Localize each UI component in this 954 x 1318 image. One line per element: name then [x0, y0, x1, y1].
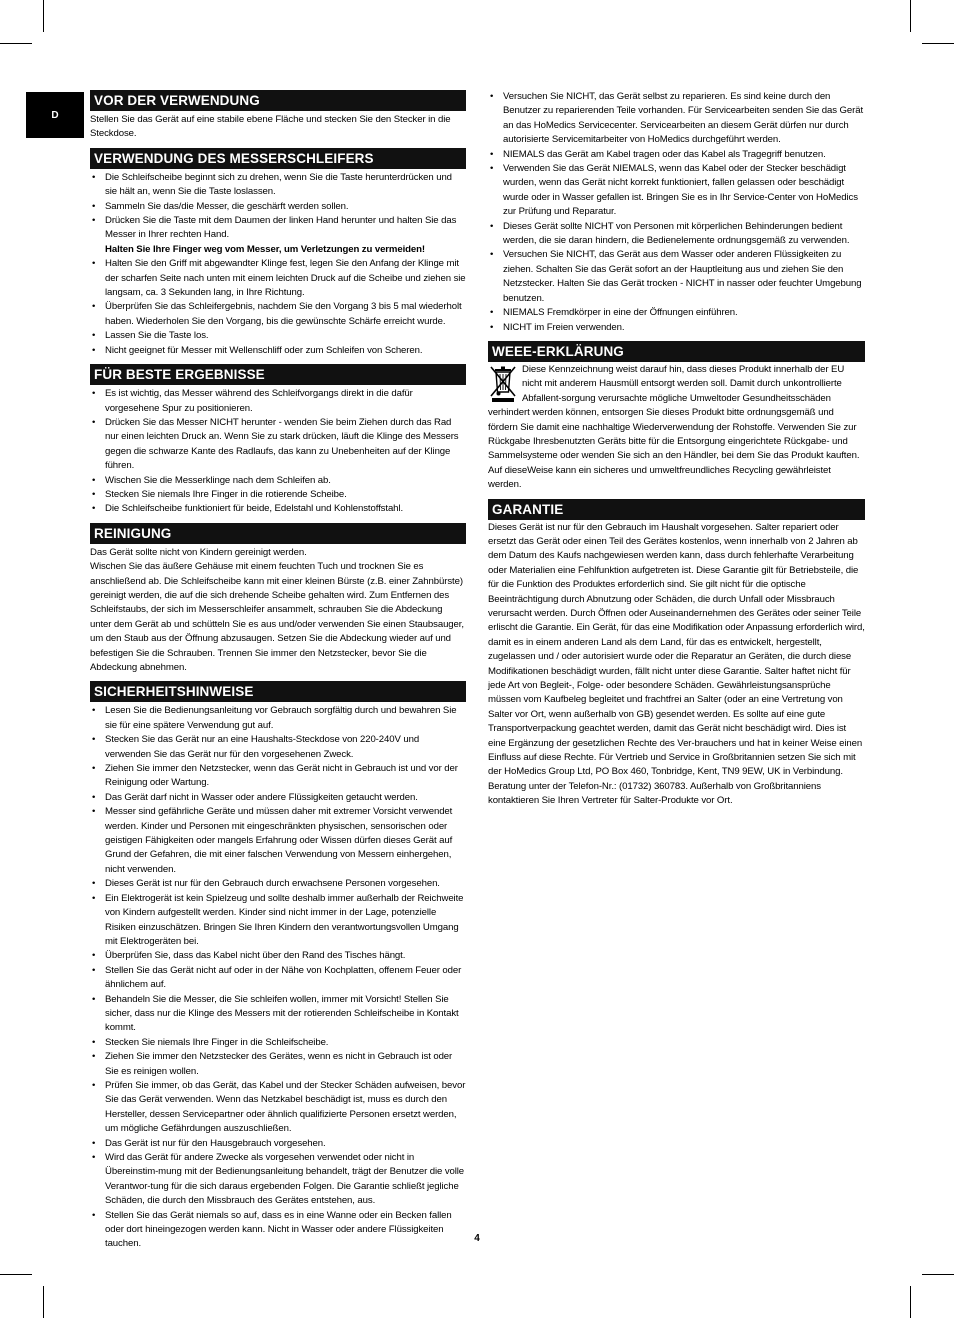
list-item: • NIEMALS Fremdkörper in eine der Öffnungen einführen. — [488, 306, 865, 320]
paragraph: Dieses Gerät ist nur für den Gebrauch im Haushalt vorgesehen. Salter repariert oder ersetzt das Gerät oder einen Teil des Gerätes kostenlos, wenn innerhalb von 2 Jahren ab dem Datum des Kaufs nachgewiesen werden kann, dass durch fehlerhafte Verarbeitung oder Materialien eine Fehlfunktion aufgetreten ist. Diese Garantie gilt für Betriebsteile, die für die Funktion des Produktes erforderlich sind. Sie gilt nicht für die optische Beeinträchtigung durch Abnutzung oder Schäden, die durch Unfall oder Missbrauch verursacht werden. Durch Öffnen oder Auseinandernehmen des Gerätes oder seiner Teile erlischt die Garantie. Ein Gerät, für das eine Modifikation oder Anpassung erforderlich wird, damit es in einem anderen Land als dem Land, für das es entwickelt, hergestellt, zugelassen und / oder autorisiert wurde oder die Reparatur an Geräten, die durch diese Modifikationen beschädigt wurden, fällt nicht unter diese Garantie. Salter haftet nicht für jede Art von Begleit-, Folge- oder besondere Schäden. Gewährleistungsansprüche müssen vom Kaufbeleg begleitet und frachtfrei an Salter (oder an eine Vertretung von Salter vor Ort, wenn außerhalb von GB) gesendet werden. Es sollte auf eine gute Transportverpackung geachtet werden, damit das Gerät nicht beschädigt wird. Dies ist eine Ergänzung der gesetzlichen Rechte des Ver-brauchers und hat in keiner Weise einen Einfluss auf diese Rechte. Für Vertrieb und Service in Großbritannien setzen Sie sich mit der HoMedics Group Ltd, PO Box 460, Tonbridge, Kent, TN9 9EW, UK in Verbindung. Beratung unter der Telefon-Nr.: (01732) 360783. Außerhalb von Großbritanniens kontaktieren Sie Ihren Vertreter für Salter-Produkte vor Ort. — [488, 521, 865, 807]
crossed-out-wheelie-bin-icon — [488, 365, 518, 403]
list-item: • Stecken Sie das Gerät nur an eine Haushalts-Steckdose von 220-240V und verwenden Sie das Gerät nur für den vorgesehenen Zweck. — [90, 733, 466, 762]
section-fuer-beste-ergebnisse — [90, 364, 466, 517]
bullet-list — [90, 257, 466, 358]
list-item: • Versuchen Sie NICHT, das Gerät aus dem Wasser oder anderen Flüssigkeiten zu ziehen. Schalten Sie das Gerät sofort an der Hauptleitung aus und ziehen Sie den Netzstecker. Halten Sie das Gerät trocken - NICHT in nasser oder feuchter Umgebung benutzen. — [488, 248, 865, 306]
list-item: • Die Schleifscheibe beginnt sich zu drehen, wenn Sie die Taste herunterdrücken und sie hält an, wenn Sie die Taste loslassen. — [90, 171, 466, 200]
list-item: • Nicht geeignet für Messer mit Wellenschliff oder zum Schleifen von Scheren. — [90, 344, 466, 358]
list-item: • NIEMALS das Gerät am Kabel tragen oder das Kabel als Tragegriff benutzen. — [488, 148, 865, 162]
list-item: • Stellen Sie das Gerät niemals so auf, dass es in eine Wanne oder ein Becken fallen oder dort hineingezogen werden kann. Nicht in Wasser oder andere Flüssigkeiten tauchen. — [90, 1209, 466, 1252]
section-weee — [488, 341, 865, 493]
list-item: • Das Gerät ist nur für den Hausgebrauch vorgesehen. — [90, 1137, 466, 1151]
warning-text: Halten Sie Ihre Finger weg vom Messer, um Verletzungen zu vermeiden! — [105, 243, 426, 255]
list-item: • Ziehen Sie immer den Netzstecker des Gerätes, wenn es nicht in Gebrauch ist oder Sie es reinigen wollen. — [90, 1050, 466, 1079]
section-garantie — [488, 499, 865, 809]
list-item: • Halten Sie den Griff mit abgewandter Klinge fest, legen Sie den Anfang der Klinge mit der scharfen Seite nach unten mit einem leichten Druck auf die Scheibe und ziehen sie langsam, ca. 3 Sekunden lang, in Ihre Richtung. — [90, 257, 466, 300]
crop-mark — [43, 1286, 44, 1318]
list-item: • Stecken Sie niemals Ihre Finger in die Schleifscheibe. — [90, 1036, 466, 1050]
bullet-list — [90, 387, 466, 517]
list-item: • NICHT im Freien verwenden. — [488, 321, 865, 335]
paragraph: Diese Kennzeichnung weist darauf hin, dass dieses Produkt innerhalb der EU nicht mit anderem Hausmüll entsorgt werden soll. Damit durch unkontrollierte Abfallent-sorgung verursachte mögliche Umweltoder Gesundheitsschäden verhindert werden können, entsorgen Sie dieses Produkt bitte ordnungsgemäß und fördern Sie damit eine nachhaltige Wiederverwendung der Rohstoffe. Verwenden Sie zur Rückgabe Ihresbenutzten Geräts bitte für die Entsorgung eingerichtete Rückgabe- und Sammelsysteme oder wenden Sie sich an den Händler, bei dem Sie das Produkt kauften. Auf dieseWeise kann ein sicheres und umweltfreundliches Recycling gewährleistet werden. — [488, 363, 860, 491]
language-tab: D — [26, 92, 84, 138]
bullet-list — [90, 171, 466, 243]
list-item: • Die Schleifscheibe funktioniert für beide, Edelstahl und Kohlenstoffstahl. — [90, 502, 466, 516]
paragraph: Das Gerät sollte nicht von Kindern gereinigt werden. — [90, 546, 307, 558]
list-item: • Ein Elektrogerät ist kein Spielzeug und sollte deshalb immer außerhalb der Reichweite von Kindern aufgestellt werden. Kinder sind nicht immer in der Lage, potenzielle Risiken einzuschätzen. Bringen Sie Ihren Kindern den verantwortungsvollen Umgang mit Elektrogeräten bei. — [90, 892, 466, 950]
list-item: • Drücken Sie das Messer NICHT herunter - wenden Sie beim Ziehen durch das Rad nur einen leichten Druck an. Wenn Sie zu stark drücken, läuft die Klinge des Messers gegen die schwarze Kante des Radlaufs, das kann zu Unebenheiten auf der Klinge führen. — [90, 416, 466, 474]
bullet-list — [488, 90, 865, 335]
list-item: • Es ist wichtig, das Messer während des Schleifvorgangs direkt in die dafür vorgesehene Spur zu positionieren. — [90, 387, 466, 416]
list-item: • Wird das Gerät für andere Zwecke als vorgesehen verwendet oder nicht in Übereinstim-mung mit der Bedienungsanleitung behandelt, trägt der Benutzer die volle Verantwor-tung für die sich daraus ergebenden Folgen. Die Garantie schließt jegliche Schäden, die durch den Missbrauch des Gerätes entstehen, aus. — [90, 1151, 466, 1209]
section-vor-der-verwendung — [90, 90, 466, 142]
list-item: • Messer sind gefährliche Geräte und müssen daher mit extremer Vorsicht verwendet werden. Kinder und Personen mit eingeschränkten physischen, sensorischen oder geistigen Fähigkeiten oder mangels Erfahrung oder Wissen dürfen dieses Gerät auf Grund der Gefahren, die mit einer falschen Verwendung von Messern einhergehen, nicht verwenden. — [90, 805, 466, 877]
page-number: 4 — [474, 1233, 480, 1244]
list-item: • Überprüfen Sie das Schleifergebnis, nachdem Sie den Vorgang 3 bis 5 mal wiederholt haben. Wiederholen Sie den Vorgang, bis die gewünschte Schärfe erreicht wurde. — [90, 300, 466, 329]
crop-mark — [910, 0, 911, 32]
list-item: • Drücken Sie die Taste mit dem Daumen der linken Hand herunter und halten Sie das Messer in Ihrer rechten Hand. — [90, 214, 466, 243]
section-reinigung — [90, 523, 466, 676]
crop-mark — [0, 43, 32, 44]
list-item: • Überprüfen Sie, dass das Kabel nicht über den Rand des Tisches hängt. — [90, 949, 466, 963]
section-heading: REINIGUNG — [90, 523, 466, 544]
list-item: • Dieses Gerät sollte NICHT von Personen mit körperlichen Behinderungen bedient werden, die sie daran hindern, die Bedienelemente ordnungsgemäß zu verwenden. — [488, 220, 865, 249]
section-heading: GARANTIE — [488, 499, 865, 520]
list-item: • Ziehen Sie immer den Netzstecker, wenn das Gerät nicht in Gebrauch ist und vor der Reinigung oder Wartung. — [90, 762, 466, 791]
list-item: • Wischen Sie die Messerklinge nach dem Schleifen ab. — [90, 474, 466, 488]
list-item: • Stecken Sie niemals Ihre Finger in die rotierende Scheibe. — [90, 488, 466, 502]
crop-mark — [0, 1274, 32, 1275]
section-heading: VERWENDUNG DES MESSERSCHLEIFERS — [90, 148, 466, 169]
section-sicherheitshinweise — [90, 681, 466, 1251]
crop-mark — [922, 43, 954, 44]
paragraph: Wischen Sie das äußere Gehäuse mit einem feuchten Tuch und trocknen Sie es anschließend ab. Die Schleifscheibe kann mit einer kleinen Bürste (z.B. einer Zahnbürste) gereinigt werden, die auf die sich drehende Scheibe gehalten wird. Zum Entfernen des Schleifstaubs, der sich im Messerschleifer ansammelt, schrauben Sie die Abdeckung unter dem Gerät ab und schütteln Sie es aus und/oder verwenden Sie einen Staubsauger, um den Staub aus der Öffnung abzusaugen. Setzen Sie die Abdeckung wieder auf und befestigen Sie die Schrauben. Trennen Sie immer den Netzstecker, bevor Sie die Abdeckung abnehmen. — [90, 561, 464, 673]
crop-mark — [922, 1274, 954, 1275]
list-item: • Lesen Sie die Bedienungsanleitung vor Gebrauch sorgfältig durch und bewahren Sie sie für eine spätere Verwendung gut auf. — [90, 704, 466, 733]
section-heading: FÜR BESTE ERGEBNISSE — [90, 364, 466, 385]
bullet-list — [90, 704, 466, 1251]
crop-mark — [910, 1286, 911, 1318]
list-item: • Dieses Gerät ist nur für den Gebrauch durch erwachsene Personen vorgesehen. — [90, 877, 466, 891]
section-heading: VOR DER VERWENDUNG — [90, 90, 466, 111]
list-item: • Lassen Sie die Taste los. — [90, 329, 466, 343]
section-heading: SICHERHEITSHINWEISE — [90, 681, 466, 702]
section-verwendung — [90, 148, 466, 358]
right-column — [488, 90, 865, 809]
crop-mark — [43, 0, 44, 32]
list-item: • Das Gerät darf nicht in Wasser oder andere Flüssigkeiten getaucht werden. — [90, 791, 466, 805]
paragraph: Stellen Sie das Gerät auf eine stabile ebene Fläche und stecken Sie den Stecker in die Steckdose. — [90, 114, 451, 140]
list-item: • Stellen Sie das Gerät nicht auf oder in der Nähe von Kochplatten, offenem Feuer oder ähnlichem auf. — [90, 964, 466, 993]
section-heading: WEEE-ERKLÄRUNG — [488, 341, 865, 362]
list-item: • Versuchen Sie NICHT, das Gerät selbst zu reparieren. Es sind keine durch den Benutzer zu reparierenden Teile vorhanden. Für Servicearbeiten senden Sie das Gerät an das HoMedics Servicecenter. Servicearbeiten an diesem Gerät dürfen nur durch autorisierte Servicemitarbeiter von HoMedics durchgeführt werden. — [488, 90, 865, 148]
list-item: • Sammeln Sie das/die Messer, die geschärft werden sollen. — [90, 200, 466, 214]
list-item: • Behandeln Sie die Messer, die Sie schleifen wollen, immer mit Vorsicht! Stellen Sie sicher, dass nur die Klinge des Messers mit der rotierenden Schleifscheibe in Kontakt kommt. — [90, 993, 466, 1036]
list-item: • Verwenden Sie das Gerät NIEMALS, wenn das Kabel oder der Stecker beschädigt wurden, wenn das Gerät nicht korrekt funktioniert, fallen gelassen oder beschädigt wurde oder in Wasser gefallen ist. Bringen Sie es in Ihr Service-Center von HoMedics zur Prüfung und Reparatur. — [488, 162, 865, 220]
list-item: • Prüfen Sie immer, ob das Gerät, das Kabel und der Stecker Schäden aufweisen, bevor Sie das Gerät verwenden. Wenn das Netzkabel beschädigt ist, muss es durch den Hersteller, dessen Servicepartner oder ähnlich qualifizierte Personen ersetzt werden, um mögliche Gefährdungen auszuschließen. — [90, 1079, 466, 1137]
weee-block — [488, 363, 865, 493]
left-column — [90, 90, 466, 1252]
